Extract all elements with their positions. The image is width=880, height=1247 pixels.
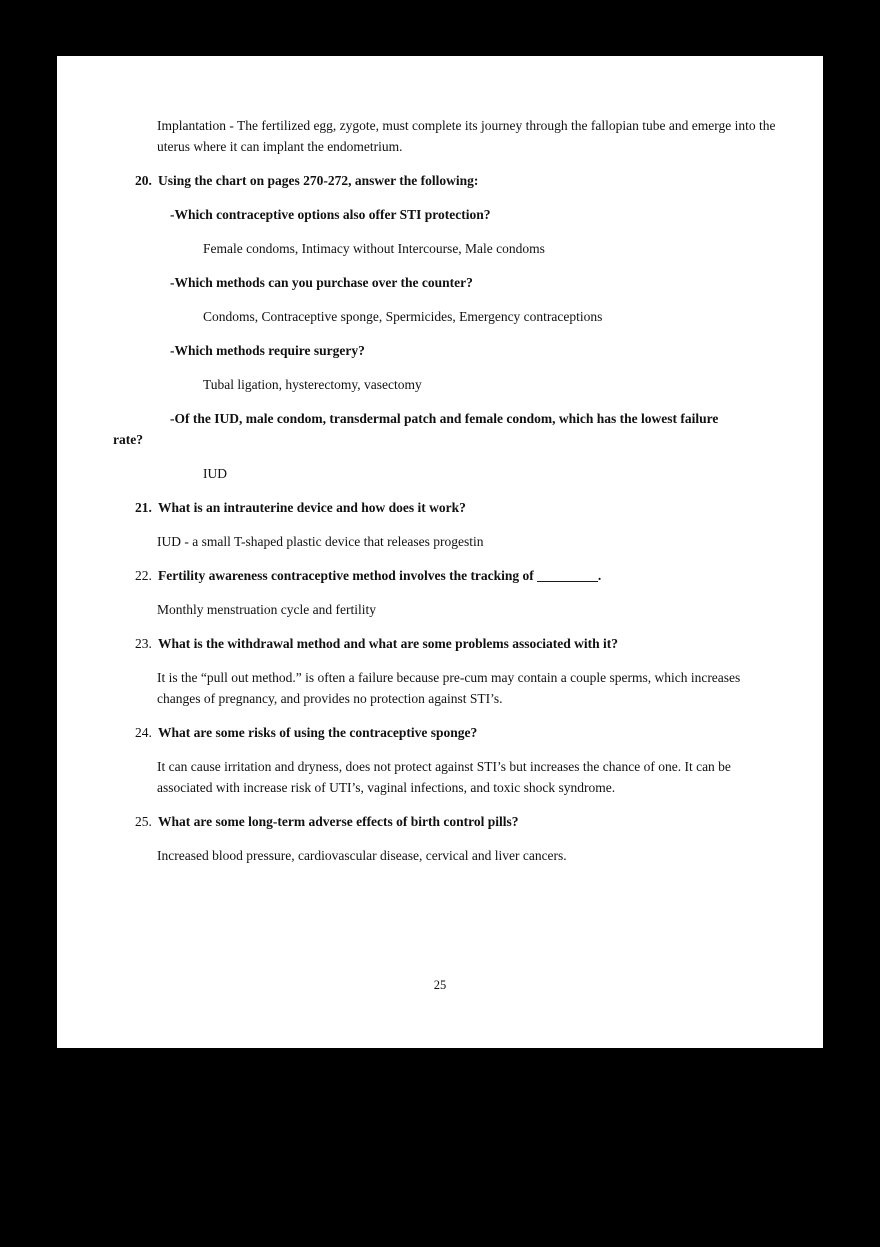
answer-text: It is the “pull out method.” is often a failure because pre-cum may contain a couple sperms, which increases changes of pregnancy, and provides no protection against STI’s. (157, 670, 741, 706)
page-number: 25 (433, 978, 447, 992)
question-item (135, 811, 776, 832)
question-text: What is an intrauterine device and how does it work? (158, 500, 466, 515)
question-item (135, 565, 776, 586)
document-page (57, 56, 823, 1048)
sub-question: -Which contraceptive options also offer STI protection? (170, 207, 491, 222)
sub-answer: Condoms, Contraceptive sponge, Spermicides, Emergency contraceptions (203, 309, 603, 324)
question-number: 22. (135, 568, 152, 583)
question-text: What are some long-term adverse effects of birth control pills? (158, 814, 519, 829)
question-text: Using the chart on pages 270-272, answer the following: (158, 173, 479, 188)
sub-answer: Female condoms, Intimacy without Intercourse, Male condoms (203, 241, 545, 256)
answer-text: Monthly menstruation cycle and fertility (157, 602, 376, 617)
sub-answer: Tubal ligation, hysterectomy, vasectomy (203, 377, 422, 392)
document-content (57, 115, 776, 866)
question-number: 25. (135, 814, 152, 829)
sub-answer: IUD (203, 466, 227, 481)
question-number: 23. (135, 636, 152, 651)
question-item (135, 170, 776, 191)
sub-question: -Which methods can you purchase over the counter? (170, 275, 473, 290)
answer-text: IUD - a small T-shaped plastic device that releases progestin (157, 534, 484, 549)
sub-question (57, 408, 776, 450)
question-text: What is the withdrawal method and what are some problems associated with it? (158, 636, 619, 651)
sub-question-line: -Of the IUD, male condom, transdermal patch and female condom, which has the lowest failure (170, 411, 719, 426)
question-text: Fertility awareness contraceptive method involves the tracking of _________. (158, 568, 602, 583)
question-text: What are some risks of using the contraceptive sponge? (158, 725, 478, 740)
body-paragraph: Implantation - The fertilized egg, zygote, must complete its journey through the fallopian tube and emerge into the uterus where it can implant the endometrium. (157, 118, 776, 154)
question-item (135, 633, 776, 654)
question-item (135, 722, 776, 743)
question-number: 21. (135, 500, 152, 515)
answer-text: It can cause irritation and dryness, does not protect against STI’s but increases the chance of one. It can be associated with increase risk of UTI’s, vaginal infections, and toxic shock syndrome. (157, 759, 731, 795)
sub-question-wrap-line: rate? (113, 432, 143, 447)
question-item (135, 497, 776, 518)
question-number: 24. (135, 725, 152, 740)
question-number: 20. (135, 173, 152, 188)
sub-question: -Which methods require surgery? (170, 343, 365, 358)
answer-text: Increased blood pressure, cardiovascular disease, cervical and liver cancers. (157, 848, 567, 863)
